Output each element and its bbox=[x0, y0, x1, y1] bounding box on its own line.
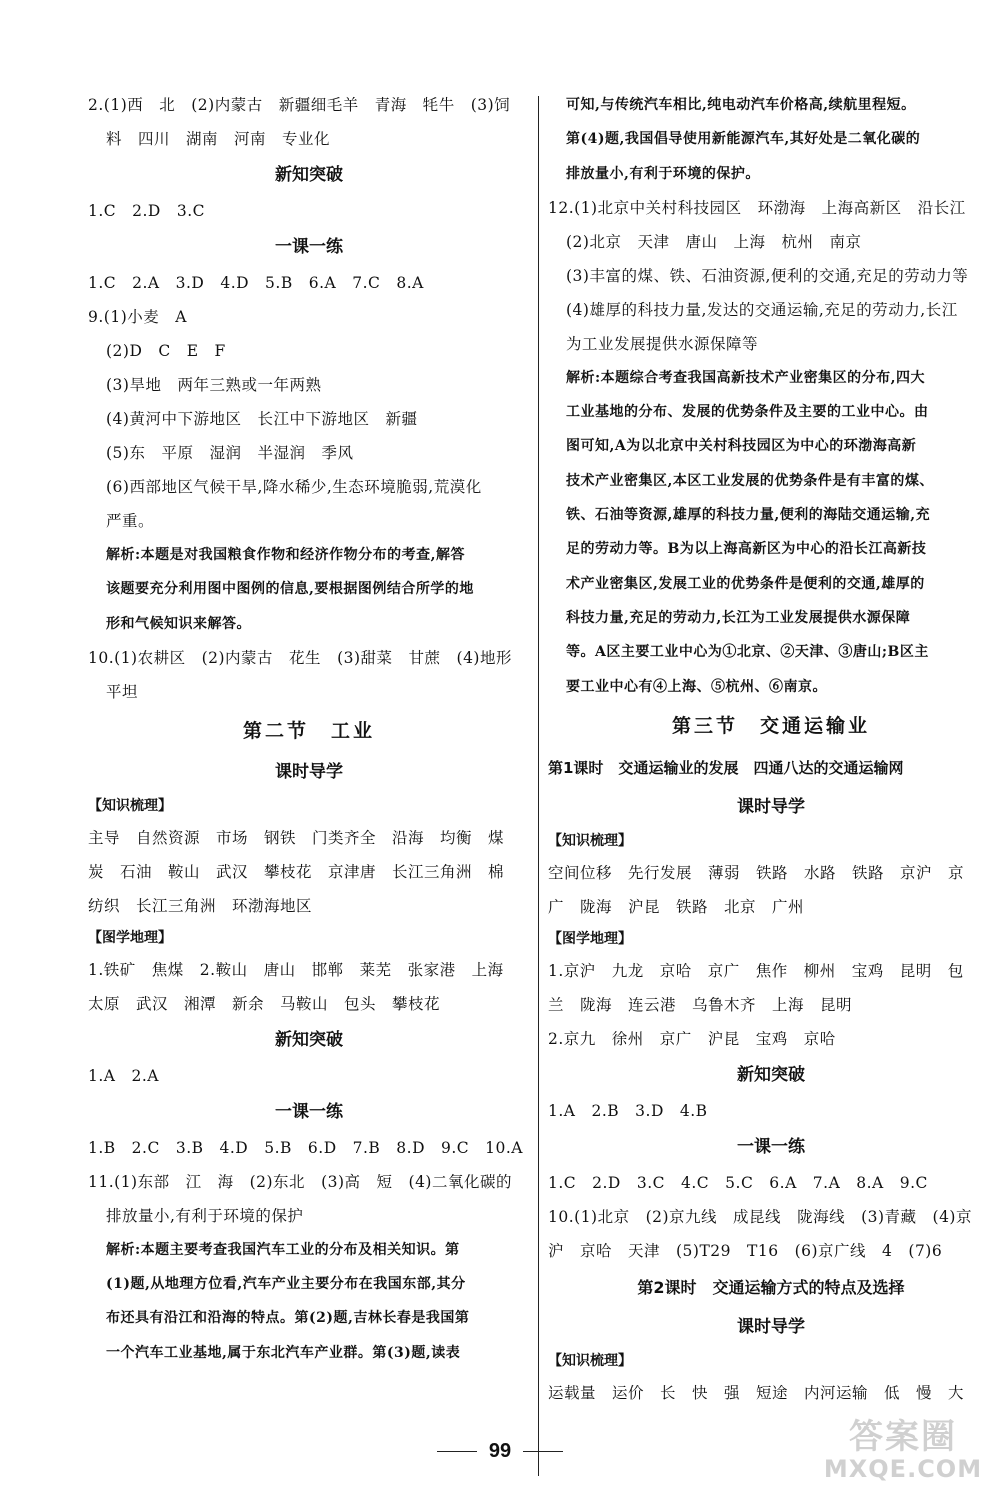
sub-heading: 新知突破 bbox=[275, 1029, 343, 1050]
explanation-line: 一个汽车工业基地,属于东北汽车产业群。第(3)题,读表 bbox=[106, 1344, 461, 1361]
section-tag: 【图学地理】 bbox=[88, 929, 172, 946]
explanation-line: 图可知,A为以北京中关村科技园区为中心的环渤海高新 bbox=[566, 438, 917, 455]
footer-rule-left bbox=[437, 1451, 477, 1452]
lesson-title: 第1课时 交通运输业的发展 四通八达的交通运输网 bbox=[548, 758, 904, 777]
section-tag: 【知识梳理】 bbox=[548, 832, 632, 849]
text-line: 1.A 2.B 3.D 4.B bbox=[548, 1101, 708, 1120]
sub-heading: 课时导学 bbox=[737, 796, 805, 817]
text-line: 运载量 运价 长 快 强 短途 内河运输 低 慢 大 bbox=[548, 1383, 965, 1402]
text-line: 兰 陇海 连云港 乌鲁木齐 上海 昆明 bbox=[548, 995, 853, 1014]
section-title: 第二节 工业 bbox=[242, 719, 375, 742]
text-line: 平坦 bbox=[106, 682, 139, 701]
text-line: 1.A 2.A bbox=[88, 1066, 159, 1085]
text-line: 料 四川 湖南 河南 专业化 bbox=[106, 130, 331, 148]
text-line: (4)雄厚的科技力量,发达的交通运输,充足的劳动力,长江 bbox=[566, 300, 958, 319]
text-line: 1.京沪 九龙 京哈 京广 焦作 柳州 宝鸡 昆明 包 bbox=[548, 961, 964, 980]
explanation-line: 形和气候知识来解答。 bbox=[106, 615, 251, 632]
text-line: (6)西部地区气候干旱,降水稀少,生态环境脆弱,荒漠化 bbox=[106, 478, 482, 496]
left-column bbox=[88, 88, 530, 1370]
text-line: 纺织 长江三角洲 环渤海地区 bbox=[88, 896, 313, 915]
text-line: 空间位移 先行发展 薄弱 铁路 水路 铁路 京沪 京 bbox=[548, 863, 965, 882]
explanation-line: 要工业中心有④上海、⑤杭州、⑥南京。 bbox=[566, 678, 827, 695]
section-tag: 【图学地理】 bbox=[548, 930, 632, 947]
text-line: 主导 自然资源 市场 钢铁 门类齐全 沿海 均衡 煤 bbox=[88, 828, 505, 847]
text-line: 1.C 2.D 3.C 4.C 5.C 6.A 7.A 8.A 9.C bbox=[548, 1173, 928, 1192]
page-number: 99 bbox=[488, 1440, 512, 1462]
explanation-line: 等。A区主要工业中心为①北京、②天津、③唐山;B区主 bbox=[566, 644, 929, 661]
sub-heading: 新知突破 bbox=[275, 165, 343, 185]
text-line: 炭 石油 鞍山 武汉 攀枝花 京津唐 长江三角洲 棉 bbox=[88, 862, 505, 881]
section-title: 第三节 交通运输业 bbox=[671, 714, 870, 737]
lesson-title: 第2课时 交通运输方式的特点及选择 bbox=[637, 1277, 905, 1297]
text-line: 2.(1)西 北 (2)内蒙古 新疆细毛羊 青海 牦牛 (3)饲 bbox=[88, 96, 511, 114]
text-line: (3)丰富的煤、铁、石油资源,便利的交通,充足的劳动力等 bbox=[566, 266, 969, 285]
text-line: 11.(1)东部 江 海 (2)东北 (3)高 短 (4)二氧化碳的 bbox=[88, 1172, 512, 1191]
explanation-line: 解析:本题主要考查我国汽车工业的分布及相关知识。第 bbox=[106, 1241, 460, 1258]
text-line: 10.(1)农耕区 (2)内蒙古 花生 (3)甜菜 甘蔗 (4)地形 bbox=[88, 648, 512, 667]
text-line: 太原 武汉 湘潭 新余 马鞍山 包头 攀枝花 bbox=[88, 994, 441, 1013]
sub-heading: 课时导学 bbox=[275, 761, 343, 782]
explanation-line: 解析:本题是对我国粮食作物和经济作物分布的考查,解答 bbox=[106, 547, 466, 563]
explanation-line: 足的劳动力等。B为以上海高新区为中心的沿长江高新技 bbox=[566, 541, 927, 558]
explanation-line: 可知,与传统汽车相比,纯电动汽车价格高,续航里程短。 bbox=[566, 97, 916, 113]
text-line: 10.(1)北京 (2)京九线 成昆线 陇海线 (3)青藏 (4)京 bbox=[548, 1207, 972, 1226]
section-tag: 【知识梳理】 bbox=[548, 1352, 632, 1369]
explanation-line: 解析:本题综合考查我国高新技术产业密集区的分布,四大 bbox=[566, 369, 926, 386]
column-divider bbox=[538, 96, 539, 1476]
text-line: 排放量小,有利于环境的保护 bbox=[106, 1206, 304, 1225]
text-line: (2)D C E F bbox=[106, 342, 226, 360]
explanation-line: 科技力量,充足的劳动力,长江为工业发展提供水源保障 bbox=[566, 609, 911, 626]
text-line: (3)旱地 两年三熟或一年两熟 bbox=[106, 376, 322, 394]
explanation-line: 工业基地的分布、发展的优势条件及主要的工业中心。由 bbox=[566, 404, 929, 421]
footer-rule-right bbox=[523, 1451, 563, 1452]
explanation-line: 布还具有沿江和沿海的特点。第(2)题,吉林长春是我国第 bbox=[106, 1310, 470, 1327]
text-line: 沪 京哈 天津 (5)T29 T16 (6)京广线 4 (7)6 bbox=[548, 1241, 943, 1260]
watermark-url: MXQE.COM bbox=[823, 1455, 983, 1483]
text-line: 为工业发展提供水源保障等 bbox=[566, 334, 759, 353]
text-line: 12.(1)北京中关村科技园区 环渤海 上海高新区 沿长江 bbox=[548, 198, 966, 217]
text-line: 1.C 2.A 3.D 4.D 5.B 6.A 7.C 8.A bbox=[88, 274, 424, 292]
text-line: 1.B 2.C 3.B 4.D 5.B 6.D 7.B 8.D 9.C 10.A bbox=[88, 1138, 524, 1157]
text-line: 广 陇海 沪昆 铁路 北京 广州 bbox=[548, 897, 805, 916]
sub-heading: 新知突破 bbox=[737, 1064, 805, 1085]
watermark-logo bbox=[808, 1418, 998, 1486]
sub-heading: 课时导学 bbox=[737, 1316, 805, 1337]
sub-heading: 一课一练 bbox=[275, 1101, 343, 1122]
watermark-title: 答案圈 bbox=[849, 1417, 957, 1457]
text-line: 1.铁矿 焦煤 2.鞍山 唐山 邯郸 莱芜 张家港 上海 bbox=[88, 960, 504, 979]
text-line: (2)北京 天津 唐山 上海 杭州 南京 bbox=[566, 232, 862, 251]
explanation-line: 第(4)题,我国倡导使用新能源汽车,其好处是二氧化碳的 bbox=[566, 131, 921, 148]
explanation-line: (1)题,从地理方位看,汽车产业主要分布在我国东部,其分 bbox=[106, 1276, 466, 1293]
explanation-line: 排放量小,有利于环境的保护。 bbox=[566, 165, 760, 182]
text-line: (4)黄河中下游地区 长江中下游地区 新疆 bbox=[106, 410, 418, 428]
text-line: 9.(1)小麦 A bbox=[88, 308, 187, 326]
explanation-line: 铁、石油等资源,雄厚的科技力量,便利的海陆交通运输,充 bbox=[566, 507, 931, 524]
section-tag: 【知识梳理】 bbox=[88, 797, 172, 814]
sub-heading: 一课一练 bbox=[275, 237, 343, 257]
explanation-line: 该题要充分利用图中图例的信息,要根据图例结合所学的地 bbox=[106, 581, 474, 598]
explanation-line: 术产业密集区,发展工业的优势条件是便利的交通,雄厚的 bbox=[566, 575, 925, 592]
sub-heading: 一课一练 bbox=[737, 1136, 805, 1157]
text-line: (5)东 平原 湿润 半湿润 季风 bbox=[106, 444, 354, 462]
right-column bbox=[548, 88, 994, 1410]
text-line: 严重。 bbox=[106, 512, 155, 530]
text-line: 2.京九 徐州 京广 沪昆 宝鸡 京哈 bbox=[548, 1029, 836, 1048]
explanation-line: 技术产业密集区,本区工业发展的优势条件是有丰富的煤、 bbox=[566, 472, 934, 489]
text-line: 1.C 2.D 3.C bbox=[88, 202, 206, 220]
